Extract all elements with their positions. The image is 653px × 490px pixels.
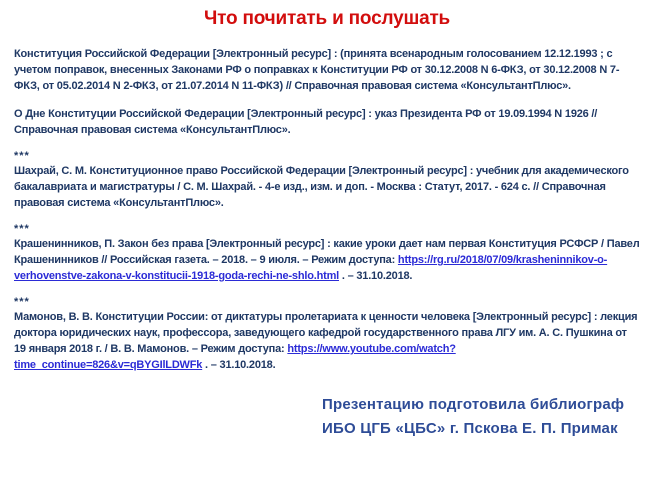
reference-text: . – 31.10.2018. <box>339 270 413 282</box>
author-credit-line2: ИБО ЦГБ «ЦБС» г. Пскова Е. П. Примак <box>322 420 618 437</box>
reference-entry-krasheninnikov <box>14 236 640 284</box>
reference-text: Мамонов, В. В. Конституции России: от диктатуры пролетариата к ценности человека [Электронный ресурс] : лекция доктора юридических наук, профессора, заведующего кафедрой государственного права ЛГУ им. А. С. Пушкина от 19 января 2018 г. / В. В. Мамонов. – Режим доступа: <box>14 311 638 355</box>
reference-text: Крашенинников, П. Закон без права [Электронный ресурс] : какие уроки дает нам первая Конституция РСФСР / Павел Крашенинников // Российская газета. – 2018. – 9 июля. – Режим доступа: <box>14 238 640 266</box>
reference-entry-constitution-day <box>14 106 640 138</box>
author-credit <box>322 393 640 441</box>
reference-text: О Дне Конституции Российской Федерации [Электронный ресурс] : указ Президента РФ от 19.09.1994 N 1926 // Справочная правовая система «КонсультантПлюс». <box>14 108 598 136</box>
reference-text: Шахрай, С. М. Конституционное право Российской Федерации [Электронный ресурс] : учебник для академического бакалавриата и магистратуры / С. М. Шахрай. - 4-е изд., изм. и доп. - Москва : Статут, 2017. - 624 с. // Справочная правовая система «КонсультантПлюс». <box>14 165 629 209</box>
reference-link-rg-ru[interactable]: https://rg.ru/2018/07/09/krasheninnikov-o-verhovenstve-zakona-v-konstitucii-1918-goda-rechi-ne-shlo.html <box>14 254 608 282</box>
reference-text: Конституция Российской Федерации [Электронный ресурс] : (принята всенародным голосованием 12.12.1993 ; с учетом поправок, внесенных Законами РФ о поправках к Конституции РФ от 30.12.2008 N 6-ФКЗ, от 30.12.2008 N 7-ФКЗ, от 05.02.2014 N 2-ФКЗ, от 21.07.2014 N 11-ФКЗ) // Справочная правовая система «КонсультантПлюс». <box>14 48 620 92</box>
reference-entry-constitution <box>14 46 640 94</box>
reference-text: . – 31.10.2018. <box>202 359 276 371</box>
slide-title: Что почитать и послушать <box>203 8 451 29</box>
reference-link-youtube[interactable]: https://www.youtube.com/watch?time_continue=826&v=qBYGIlLDWFk <box>14 343 456 371</box>
separator-asterisks: *** <box>14 150 30 162</box>
reference-entry-shakhrai <box>14 163 640 211</box>
separator-asterisks: *** <box>14 296 30 308</box>
separator-asterisks: *** <box>14 223 30 235</box>
author-credit-line1: Презентацию подготовила библиограф <box>322 396 625 413</box>
reference-entry-mamonov <box>14 309 640 373</box>
